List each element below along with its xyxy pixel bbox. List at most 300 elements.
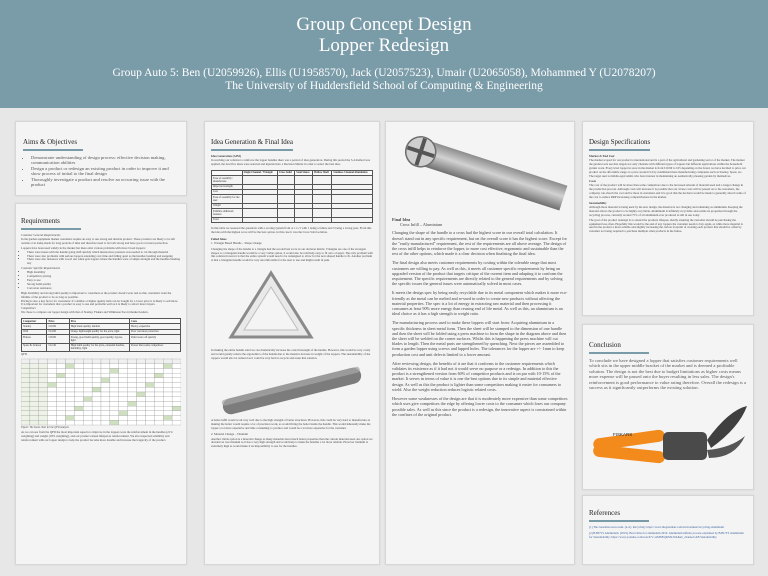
- qfd-cell: [163, 369, 172, 374]
- qfd-cell: [74, 373, 83, 378]
- table-cell: £10.99: [47, 324, 69, 329]
- qfd-cell: [110, 359, 119, 364]
- final-idea-panel: [385, 121, 575, 565]
- qfd-cell: [101, 402, 110, 407]
- qfd-cell: [48, 387, 57, 392]
- qfd-cell: [74, 406, 83, 411]
- matrix-row-label: Ease of assembly / manufacture: [212, 176, 243, 185]
- qfd-cell: [65, 373, 74, 378]
- qfd-cell: [128, 364, 137, 369]
- spec-sub-costs: Costs: [589, 179, 597, 184]
- qfd-cell: [163, 411, 172, 416]
- qfd-cell: [145, 397, 154, 402]
- failed-idea-1-title: 1. Triangle Based Handle – Shape Change: [211, 240, 262, 245]
- qfd-cell: [154, 402, 163, 407]
- qfd-cell: [163, 364, 172, 369]
- qfd-cell: [83, 378, 92, 383]
- qfd-cell: [83, 364, 92, 369]
- requirements-panel: [15, 203, 187, 565]
- qfd-cell: [137, 387, 146, 392]
- qfd-cell: [154, 364, 163, 369]
- qfd-cell: [48, 364, 57, 369]
- ideas-para-6: Another viable option is a material change as many materials have much better properties than the current material used. An option we decided on was titanium as it has a very high strength and would help to make the handles a lot more reliable. However titanium is extremely high as would make it an impossibility to use for the handles.: [211, 436, 373, 449]
- table-cell: High build quality for the price, extended handles, durability, light: [69, 343, 129, 352]
- qfd-cell: [65, 387, 74, 392]
- qfd-cell: [92, 420, 101, 425]
- table-cell: Fiskars: [22, 335, 47, 344]
- qfd-cell: [145, 411, 154, 416]
- qfd-cell: [145, 420, 154, 425]
- qfd-cell: [83, 416, 92, 421]
- req-issue-item: • There were issues with the handle going shift quickly which means more pressure was needed to cut through material: [27, 251, 181, 255]
- qfd-cell: [65, 411, 74, 416]
- ideas-para-2: In this table we assessed the questions with a scoring system from ot 1 to 5 with 1 being a failure and 5 being a strong pass. From this the idea with the highest score will be the best option, in this case it was the Cross Solid solution.: [211, 225, 372, 234]
- qfd-cell: [110, 383, 119, 388]
- qfd-cell: [48, 402, 57, 407]
- conclusion-panel: [582, 324, 754, 490]
- qfd-cell: [110, 416, 119, 421]
- reference-item[interactable]: [1] The Guardian news team. (n.d.). Recycling: https://www.theguardian.com/environment/recycling-aluminium: [589, 525, 724, 529]
- req-para-1: In the garden equipment market customers require an easy to use strong and durable product. These products are likely to be left outside or in damp sheds for long periods of time and therefore need to be both strong and have good corrosion protection.: [21, 236, 176, 245]
- qfd-cell: [172, 392, 181, 397]
- req-specific-item: • Corrosion resistance: [27, 287, 181, 291]
- qfd-cell: [57, 359, 66, 364]
- qfd-cell: [74, 387, 83, 392]
- qfd-cell: [83, 387, 92, 392]
- cross-infill-render: [392, 126, 568, 214]
- req-specific-item: • Competitive pricing: [27, 275, 181, 279]
- competitor-table: [21, 318, 181, 352]
- qfd-cell: [83, 359, 92, 364]
- table-cell: £14.99: [47, 329, 69, 334]
- qfd-cell: [137, 378, 146, 383]
- qfd-cell: [92, 406, 101, 411]
- qfd-cell: [119, 387, 128, 392]
- qfd-cell: [101, 359, 110, 364]
- qfd-cell: [145, 402, 154, 407]
- table-cell: Poorer than some competitors: [130, 343, 181, 352]
- table-row: [22, 343, 181, 352]
- req-competitors-label: Competitors: [21, 306, 36, 311]
- matrix-header-cell: Single Channel / Triangle: [242, 170, 277, 175]
- final-para-1: Changing the shape of the handle to a cross had the highest score in our overall total calculation. It doesn't stand out in any specific requirement, but on the overall score it has the highest score. Except for the "easily manufactured" requirement, the rest of the requirements are all above average. The design of the cross infill helps to reinforce the lopper, to more cost effective, ergonomic and sustainable than the rest of the other options, which made it a clear decision when finalising the final idea.: [392, 230, 567, 257]
- tube-body: [417, 139, 568, 210]
- qfd-cell: [30, 373, 39, 378]
- qfd-cell: [101, 420, 110, 425]
- qfd-cell: [145, 406, 154, 411]
- matrix-row-label: Cost: [212, 189, 243, 194]
- qfd-cell: [74, 378, 83, 383]
- qfd-cell: [154, 397, 163, 402]
- table-row: [22, 335, 181, 344]
- qfd-cell: [145, 373, 154, 378]
- qfd-cell: [21, 416, 30, 421]
- qfd-cell: [30, 397, 39, 402]
- qfd-cell: [128, 411, 137, 416]
- qfd-cell: [57, 402, 66, 407]
- qfd-cell: [48, 369, 57, 374]
- qfd-cell: [128, 373, 137, 378]
- qfd-cell: [163, 383, 172, 388]
- qfd-cell: [65, 383, 74, 388]
- qfd-cell: [65, 420, 74, 425]
- req-issue-item: • There were also instances with wood: use when gets loppers where the handles were of ample strength and the handles bending any: [27, 258, 181, 266]
- matrix-row-label: Ease of assembly for the user: [212, 195, 243, 204]
- qfd-cell: [101, 416, 110, 421]
- matrix-row-label: Weight: [212, 203, 243, 208]
- qfd-cell: [21, 402, 30, 407]
- authors-line: Group Auto 5: Ben (U2059926), Ellis (U1958570), Jack (U2057523), Umair (U2065058), Mohammed Y (U2078207): [112, 67, 656, 79]
- qfd-cell: [48, 359, 57, 364]
- qfd-cell: [119, 416, 128, 421]
- qfd-cell: [57, 369, 66, 374]
- qfd-cell: [154, 411, 163, 416]
- qfd-cell: [154, 406, 163, 411]
- req-specific-item: • Strong build quality: [27, 283, 181, 287]
- qfd-cell: [65, 402, 74, 407]
- qfd-cell: [48, 383, 57, 388]
- spec-para-2: The cost of the product will be more than some competitors due to the increased amount of material used and a longer change in the production process. Although costs will increase it is possible that our 4 base costs will be passed on to the customers, the company can absorb the cost and be more in customers and it is good that the decision would be made to generally absorb some of the cost to reduce RRP increasing competitiveness in the market.: [589, 183, 746, 200]
- qfd-cell: [65, 369, 74, 374]
- ideas-heading: Idea Generation & Final Idea: [211, 138, 293, 151]
- qfd-cell: [65, 392, 74, 397]
- qfd-cell: [39, 411, 48, 416]
- matrix-header-cell: Cross Solid: [277, 170, 295, 175]
- table-row: [212, 176, 373, 185]
- qfd-cell: [128, 402, 137, 407]
- fiskars-lopper-image: [589, 392, 749, 472]
- table-header-cell: Cons: [130, 319, 181, 324]
- qfd-cell: [83, 402, 92, 407]
- req-issue-list: [21, 251, 181, 267]
- matrix-row-label: Total: [212, 217, 243, 222]
- title-line-1: Group Concept Design: [296, 14, 472, 35]
- qfd-cell: [92, 397, 101, 402]
- qfd-cell: [39, 416, 48, 421]
- qfd-cell: [172, 397, 181, 402]
- qfd-cell: [137, 397, 146, 402]
- poster-header: [0, 0, 768, 108]
- table-cell: Wolf: [22, 329, 47, 334]
- qfd-cell: [128, 406, 137, 411]
- qfd-cell: [48, 416, 57, 421]
- qfd-cell: [92, 411, 101, 416]
- qfd-cell: [163, 387, 172, 392]
- req-sub-general: Customer General Requirements: [21, 233, 61, 237]
- qfd-cell: [172, 402, 181, 407]
- qfd-cell: [57, 397, 66, 402]
- qfd-cell: [57, 383, 66, 388]
- qfd-cell: [74, 411, 83, 416]
- qfd-cell: [48, 406, 57, 411]
- req-specific-item: • High durability: [27, 271, 181, 275]
- qfd-cell: [172, 416, 181, 421]
- qfd-cell: [128, 392, 137, 397]
- qfd-cell: [48, 373, 57, 378]
- qfd-cell: [128, 397, 137, 402]
- qfd-cell: [110, 364, 119, 369]
- qfd-cell: [154, 387, 163, 392]
- qfd-cell: [101, 397, 110, 402]
- qfd-cell: [65, 359, 74, 364]
- qfd-cell: [65, 397, 74, 402]
- spec-sub-market: Market & End User: [589, 154, 615, 158]
- final-para-3: It meets the design spec by being easily recyclable due to its metal component which makes it more eco-friendly as the metal can be melted and re-used in order to create new products without affecting the material properties. The spec is a lot of energy in extracting raw material and then processing it consumes at least 90% more energy than reusing end of life metal. As well as this, an aluminium is an ideal choice as it has a high strength to weight ratio.: [392, 290, 568, 317]
- qfd-cell: [145, 364, 154, 369]
- ideas-para-1: In reaching our solution to reinforce the lopper handles there was a period of idea generation. During this period the 3-4 method was applied, the best five ideas were selected and inputted into a Decision Matrix in order to select the best idea.: [211, 157, 371, 166]
- req-specific-item: • Easy to use: [27, 279, 181, 283]
- qfd-cell: [57, 411, 66, 416]
- qfd-cell: [172, 387, 181, 392]
- qfd-cell: [154, 378, 163, 383]
- qfd-cell: [39, 406, 48, 411]
- qfd-cell: [21, 369, 30, 374]
- req-issue-item: • There were also problems with serious loppers extending over time and falling apart as the handles bending and snapping: [27, 255, 181, 259]
- qfd-cell: [137, 383, 146, 388]
- qfd-cell: [30, 387, 39, 392]
- qfd-cell: [145, 416, 154, 421]
- qfd-cell: [30, 406, 39, 411]
- qfd-cell: [83, 383, 92, 388]
- qfd-cell: [128, 369, 137, 374]
- qfd-cell: [74, 383, 83, 388]
- qfd-cell: [145, 369, 154, 374]
- table-cell: Heavy, expensive: [130, 324, 181, 329]
- requirements-heading: Requirements: [21, 217, 81, 230]
- matrix-header-cell: Hollow Shell: [313, 170, 332, 175]
- qfd-cell: [119, 411, 128, 416]
- qfd-cell: [110, 369, 119, 374]
- aims-panel: [15, 121, 187, 196]
- tube-group: [402, 133, 568, 213]
- qfd-cell: [110, 402, 119, 407]
- qfd-cell: [48, 378, 57, 383]
- qfd-cell: [145, 378, 154, 383]
- triangle-handle-image: [211, 267, 373, 347]
- qfd-cell: [39, 359, 48, 364]
- qfd-cell: [110, 406, 119, 411]
- qfd-cell: [154, 369, 163, 374]
- qfd-cell: [83, 392, 92, 397]
- ideas-para-5: A better infill would work very well due to the high strength of better structures. However, this could be very hard to manufacture as making the better would require a lot of precision work, as would fitting the better inside the handle. This would inherently make the lopper a lot more expensive and time consuming to produce and would be a lot more expensive for the customer.: [211, 417, 371, 430]
- qfd-cell: [74, 416, 83, 421]
- qfd-cell: [128, 420, 137, 425]
- table-cell: £18.99: [47, 335, 69, 344]
- qfd-cell: [21, 373, 30, 378]
- qfd-cell: [137, 359, 146, 364]
- spec-para-3: Although more material is being used by the new design, the material is not changing and remaining as aluminium. Keeping the material allows the product to be highly recyclable. Aluminium is infinitely recyclable and retains its properties through the recycling process, currently around 75% of all aluminium ever produced is still in use today.: [589, 204, 743, 217]
- spec-panel: [582, 121, 754, 316]
- qfd-cell: [39, 387, 48, 392]
- qfd-cell: [83, 420, 92, 425]
- qfd-cell: [154, 383, 163, 388]
- table-row: [212, 209, 373, 218]
- aims-item: • Thoroughly investigate a product and resolve an occurring issue with the product: [31, 177, 179, 188]
- qfd-cell: [30, 411, 39, 416]
- qfd-cell: [92, 373, 101, 378]
- qfd-cell: [83, 373, 92, 378]
- qfd-cell: [119, 420, 128, 425]
- table-cell: Paint wears off quickly: [130, 335, 181, 344]
- qfd-cell: [110, 397, 119, 402]
- qfd-cell: [154, 359, 163, 364]
- qfd-cell: [145, 383, 154, 388]
- qfd-cell: [110, 420, 119, 425]
- qfd-cell: [137, 411, 146, 416]
- qfd-cell: [39, 420, 48, 425]
- conclusion-text: To conclude we have designed a lopper that satisfies customer requirements well which sits in the upper middle bracket of the market and is deemed a profitable solution. The design is not the best due to budget limitations as higher costs means more expense will be passed onto the buyer resulting in less sales. The design's reinforcement is good performance to value rating therefore. Overall the redesign is a success as it significantly outperforms the existing solution.: [589, 358, 747, 391]
- qfd-cell: [83, 411, 92, 416]
- reference-item[interactable]: [2] B.BUYS Aluminium. (2019). Best tables for aluminium 2019. Aluminium infinite process explained by B.BUYS Aluminium for Sustainability: https://www.youtube.com/watch?v=AMNEQRSZLWA&ab_channel=AB Sustainability: [589, 530, 744, 539]
- qfd-cell: [92, 402, 101, 407]
- qfd-cell: [119, 402, 128, 407]
- qfd-cell: [92, 364, 101, 369]
- qfd-cell: [21, 383, 30, 388]
- qfd-cell: [65, 364, 74, 369]
- qfd-cell: [39, 402, 48, 407]
- qfd-cell: [92, 387, 101, 392]
- qfd-cell: [39, 369, 48, 374]
- qfd-cell: [154, 373, 163, 378]
- qfd-cell: [21, 420, 30, 425]
- qfd-cell: [172, 359, 181, 364]
- decision-matrix: [211, 170, 373, 223]
- qfd-cell: [65, 378, 74, 383]
- qfd-cell: [172, 383, 181, 388]
- qfd-cell: [48, 420, 57, 425]
- table-cell: High blade quality, durable: [69, 324, 129, 329]
- references-heading: References: [589, 509, 649, 522]
- qfd-cell: [57, 378, 66, 383]
- req-sub-specific: Customer Specific Requirements: [21, 266, 61, 271]
- qfd-cell: [163, 373, 172, 378]
- qfd-cell: [21, 364, 30, 369]
- ideas-para-4: In making the entire handle solid we can dramatically increase the overall strength of the handle. However, this would be very costly and would greatly reduce the ergonomics of the handle due to the massive increase in weight of the loppers. The sustainability of the loppers would also be reduced as it could be very hard to recycle and reuse this solution.: [211, 348, 371, 361]
- qfd-cell: [172, 364, 181, 369]
- spec-sub-sustainability: Sustainability: [589, 200, 607, 205]
- qfd-cell: [30, 378, 39, 383]
- qfd-cell: [154, 416, 163, 421]
- qfd-cell: [128, 416, 137, 421]
- qfd-cell: [74, 359, 83, 364]
- qfd-cell: [172, 420, 181, 425]
- qfd-cell: [21, 397, 30, 402]
- qfd-cell: [119, 369, 128, 374]
- qfd-cell: [57, 420, 66, 425]
- aims-heading: Aims & Objectives: [23, 138, 83, 151]
- qfd-cell: [30, 369, 39, 374]
- qfd-cell: [57, 406, 66, 411]
- qfd-cell: [163, 420, 172, 425]
- qfd-cell: [48, 397, 57, 402]
- conclusion-heading: Conclusion: [589, 341, 649, 354]
- table-header-cell: Competitor: [22, 319, 47, 324]
- failed-idea-2-title: 2. Material Change – Titanium: [211, 431, 248, 436]
- req-para-6: We chose to compare our lopper design with that of Stanley, Fiskars and Wilkinson Sword market leaders.: [21, 310, 149, 315]
- ideas-para-3: Changing the shape of the handle to a triangle had the second best score in our decision matrix. Triangles are one of the strongest shapes so a triangular handle would be a very viable option, it would also be relatively easy to fit onto a lopper. The only problem with this solution however is that the entire system would need to be redesigned to allow for the new shaped handle to fit. Another problem is that a triangular handle would be very uncomfortable for the user to use and might result in pain.: [211, 246, 373, 263]
- req-para-2: Loppers have been used widely in the market but there exist various problems with more broad loppers:: [21, 245, 146, 250]
- qfd-cell: [74, 364, 83, 369]
- qfd-cell: [21, 359, 30, 364]
- qfd-cell: [101, 364, 110, 369]
- qfd-cell: [119, 373, 128, 378]
- qfd-cell: [92, 392, 101, 397]
- qfd-cell: [83, 369, 92, 374]
- qfd-cell: [30, 383, 39, 388]
- qfd-cell: [163, 402, 172, 407]
- table-cell: Cheap, lightweight quality for the price, light: [69, 329, 129, 334]
- aims-item: • Design a product or redesign an existing product in order to improve it and show process of initial to the final design: [31, 166, 179, 177]
- qfd-cell: [119, 378, 128, 383]
- qfd-cell: [119, 406, 128, 411]
- qfd-cell: [30, 359, 39, 364]
- qfd-cell: [74, 420, 83, 425]
- qfd-cell: [119, 359, 128, 364]
- qfd-cell: [172, 406, 181, 411]
- qfd-cell: [101, 373, 110, 378]
- qfd-cell: [137, 373, 146, 378]
- qfd-cell: [137, 402, 146, 407]
- qfd-cell: [145, 392, 154, 397]
- qfd-grid-cells: [21, 359, 181, 425]
- qfd-cell: [30, 420, 39, 425]
- qfd-cell: [145, 387, 154, 392]
- qfd-cell: [119, 392, 128, 397]
- final-idea-heading: Final Idea: [392, 217, 411, 222]
- references-panel: [582, 495, 754, 565]
- qfd-cell: [92, 378, 101, 383]
- qfd-cell: [92, 359, 101, 364]
- table-cell: £12.49: [47, 343, 69, 352]
- ideas-sub-aim: Idea Generation (AIM): [211, 154, 241, 158]
- qfd-cell: [128, 378, 137, 383]
- matrix-header-cell: Steel Sleeve: [295, 170, 313, 175]
- qfd-cell: [145, 359, 154, 364]
- qfd-cell: [101, 406, 110, 411]
- qfd-cell: [57, 387, 66, 392]
- qfd-cell: [101, 392, 110, 397]
- aims-list: [23, 155, 179, 187]
- qfd-cell: [65, 416, 74, 421]
- req-para-4: Pricing is also a key factor for customers: if a similar or higher quality item can be bought for a lower price it is likely to sell more.: [21, 298, 179, 303]
- qfd-cell: [101, 383, 110, 388]
- qfd-cell: [128, 383, 137, 388]
- qfd-cell: [30, 402, 39, 407]
- qfd-cell: [101, 387, 110, 392]
- qfd-cell: [110, 373, 119, 378]
- qfd-cell: [110, 392, 119, 397]
- qfd-cell: [119, 397, 128, 402]
- qfd-cell: [21, 387, 30, 392]
- qfd-cell: [137, 369, 146, 374]
- qfd-cell: [21, 411, 30, 416]
- req-para-5: It is important for customers that a product is easy to use and performs well as it is likely to attract more buyers.: [21, 302, 156, 307]
- lopper-handle-lower: [593, 445, 666, 464]
- qfd-cell: [163, 392, 172, 397]
- qfd-cell: [30, 364, 39, 369]
- qfd-cell: [74, 397, 83, 402]
- qfd-cell: [128, 387, 137, 392]
- qfd-cell: [39, 378, 48, 383]
- final-idea-label: Cross Infill – Aluminium: [400, 222, 443, 228]
- aims-item: • Demonstrate understanding of design process: effective decision making, communication abilities: [31, 155, 179, 166]
- qfd-caption: Figure: The house chart for the QFD analysis: [21, 426, 69, 430]
- qfd-cell: [30, 416, 39, 421]
- qfd-cell: [92, 416, 101, 421]
- qfd-cell: [163, 397, 172, 402]
- qfd-label: QFD: [21, 352, 28, 357]
- qfd-cell: [65, 406, 74, 411]
